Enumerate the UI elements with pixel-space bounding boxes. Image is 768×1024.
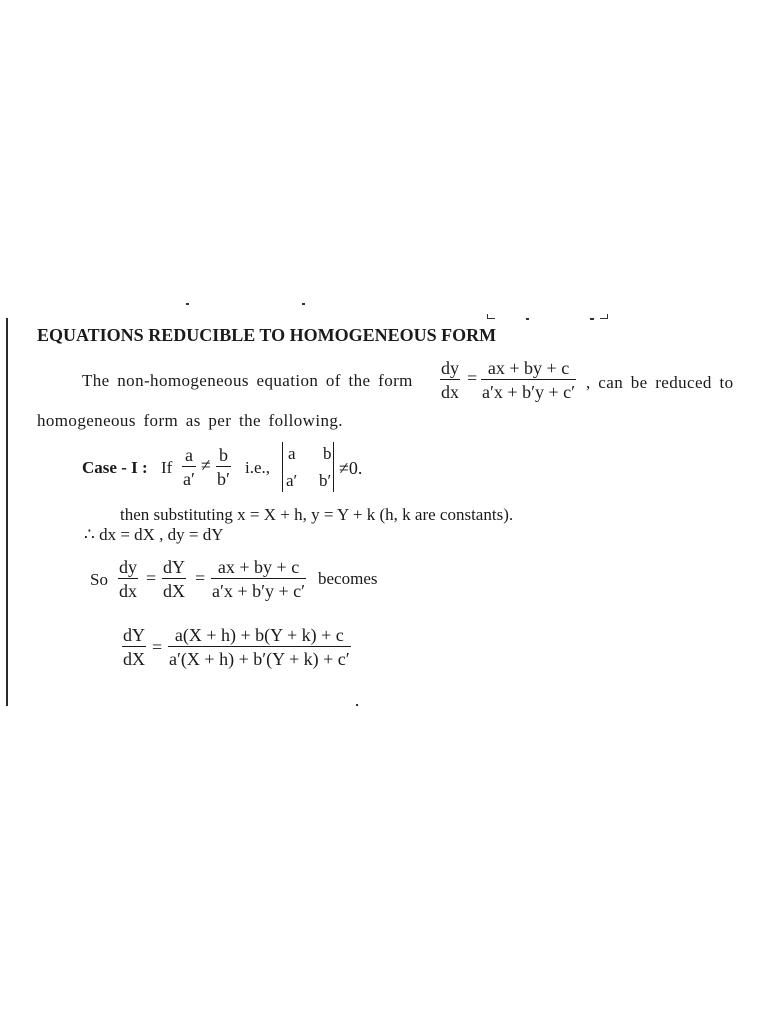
fraction-numerator: a: [184, 445, 193, 465]
fraction-denominator: dX: [163, 581, 185, 601]
determinant-matrix: [282, 442, 334, 492]
so-fraction-dY-dX: [162, 558, 186, 600]
fraction-denominator: a′x + b′y + c′: [482, 382, 576, 402]
det-condition: ≠0.: [339, 458, 363, 478]
det-entry: b: [323, 444, 332, 463]
equals-sign: =: [146, 568, 157, 588]
fraction-numerator: a(X + h) + b(Y + k) + c: [174, 625, 344, 645]
scan-speck: [302, 303, 305, 305]
scan-corner-mark: [487, 314, 495, 319]
intro-rhs-fraction: [481, 359, 576, 401]
so-word: So: [90, 570, 108, 589]
fraction-denominator: b′: [217, 469, 230, 489]
fraction-denominator: dX: [123, 649, 145, 669]
fraction-numerator: ax + by + c: [487, 358, 570, 378]
scan-speck: [186, 303, 189, 305]
scan-corner-mark: [600, 314, 608, 319]
fraction-denominator: a′(X + h) + b′(Y + k) + c′: [169, 649, 350, 669]
fraction-numerator: dy: [441, 358, 459, 378]
equals-sign: =: [152, 637, 163, 657]
left-margin-line: [6, 318, 8, 706]
intro-tail-text: , can be reduced to: [586, 373, 734, 392]
so-fraction-linear: [211, 558, 306, 600]
if-word: If: [161, 458, 173, 477]
fraction-numerator: b: [218, 445, 228, 465]
fraction-denominator: dx: [441, 382, 459, 402]
fraction-denominator: a′x + b′y + c′: [212, 581, 306, 601]
scan-speck: [356, 704, 358, 706]
det-entry: a: [288, 444, 296, 463]
section-heading: EQUATIONS REDUCIBLE TO HOMOGENEOUS FORM: [37, 325, 497, 345]
result-rhs-fraction: [168, 626, 351, 668]
scan-speck: [590, 318, 594, 320]
fraction-numerator: dY: [163, 557, 185, 577]
fraction-denominator: a′: [183, 469, 195, 489]
det-entry: b′: [319, 471, 332, 490]
becomes-word: becomes: [318, 569, 378, 588]
intro-lhs-fraction: [440, 359, 460, 401]
det-entry: a′: [286, 471, 298, 490]
ie-text: i.e.,: [245, 458, 271, 477]
substitution-text: then substituting x = X + h, y = Y + k (h, k are constants).: [120, 505, 514, 524]
intro-continuation: homogeneous form as per the following.: [37, 411, 343, 430]
equals-sign: =: [195, 568, 206, 588]
not-equal-sign: ≠: [201, 455, 211, 475]
fraction-numerator: dy: [119, 557, 137, 577]
fraction-numerator: ax + by + c: [217, 557, 300, 577]
case-label: Case - I :: [82, 458, 148, 477]
ratio-a-fraction: [182, 446, 196, 488]
ratio-b-fraction: [216, 446, 231, 488]
scan-speck: [526, 318, 529, 320]
fraction-numerator: dY: [123, 625, 145, 645]
equals-sign: =: [467, 368, 478, 388]
therefore-line: ∴ dx = dX , dy = dY: [84, 525, 224, 544]
fraction-denominator: dx: [119, 581, 137, 601]
so-fraction-dy-dx: [118, 558, 138, 600]
intro-lead-text: The non-homogeneous equation of the form: [82, 371, 413, 390]
result-lhs-fraction: [122, 626, 146, 668]
